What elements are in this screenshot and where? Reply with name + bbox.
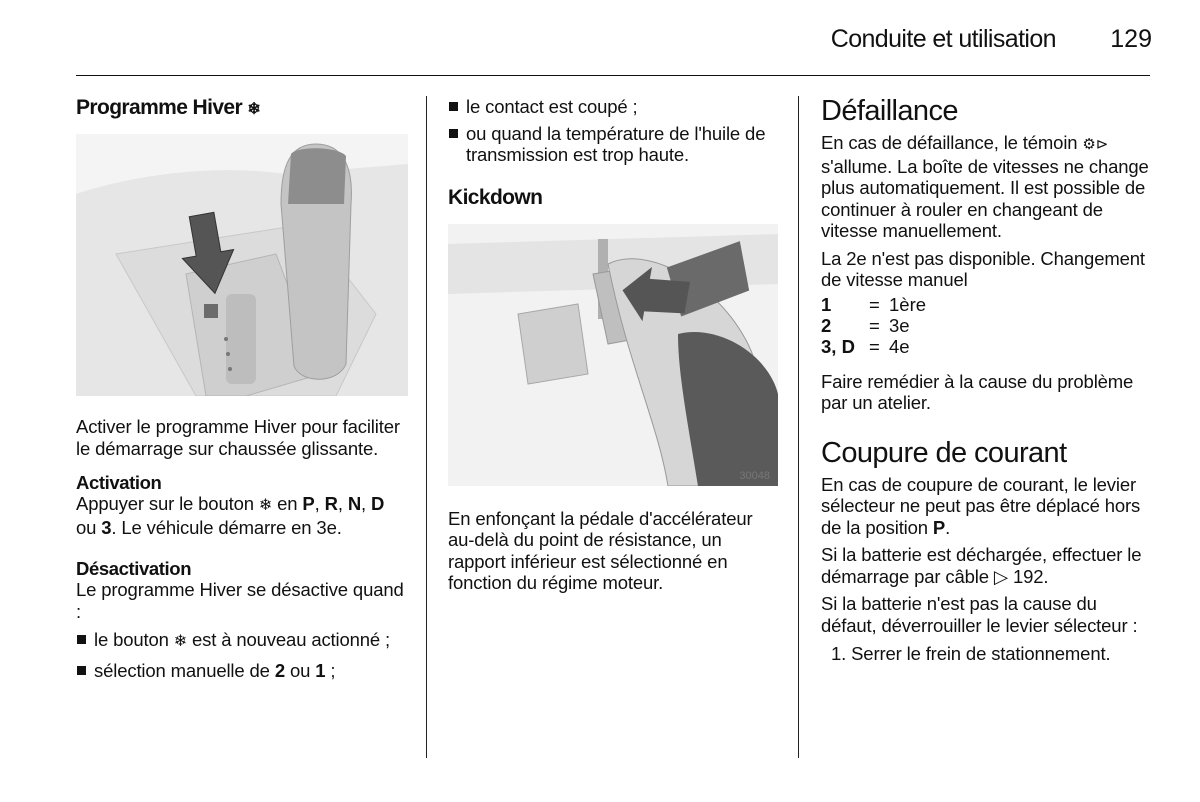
activation-text-part2: en (277, 493, 298, 514)
or-word: ou (76, 516, 97, 538)
gear-3: 3 (101, 516, 112, 538)
bullet1-part1: le bouton (94, 629, 169, 650)
figure-number: 30048 (739, 469, 770, 482)
list-item: ou quand la température de l'huile de transmission est trop haute. (448, 123, 780, 166)
deactivation-text: Le programme Hiver se désactive quand : (76, 579, 404, 622)
comma: , (361, 493, 367, 514)
gear-shifter-illustration (76, 134, 408, 396)
page-number: 129 (1110, 25, 1152, 53)
running-header-title: Conduite et utilisation (830, 25, 1056, 53)
gear-table (821, 294, 926, 357)
section-heading-power-cut: Coupure de courant (821, 436, 1067, 469)
gear-value: 1ère (889, 293, 927, 315)
gear-d: D (371, 493, 385, 514)
battery-text-part1: Si la batterie est déchargée, effectuer le démarrage par câble (821, 544, 1142, 587)
comma: , (314, 493, 320, 514)
gear-key: 2 (821, 314, 832, 336)
section-heading-failure: Défaillance (821, 95, 958, 127)
activation-text (76, 493, 408, 538)
snowflake-icon: ❄ (173, 633, 188, 650)
comma: , (337, 493, 343, 514)
section-heading-winter (76, 96, 408, 120)
deactivation-title: Désactivation (76, 558, 192, 579)
gear-2: 2 (274, 659, 285, 681)
power-cut-text-part1: En cas de coupure de courant, le levier sélecteur ne peut pas être déplacé hors de la position (821, 473, 1141, 538)
gear-shifter-drawing (76, 134, 408, 396)
kickdown-pedal-illustration (448, 224, 778, 486)
gear-eq: = (869, 314, 880, 336)
gearbox-warning-icon: ⚙⊳ (1082, 136, 1109, 153)
column-divider-2 (798, 96, 799, 758)
list-item (76, 660, 408, 682)
gear-value: 3e (889, 314, 910, 336)
bullet2-part1: sélection manuelle de (94, 659, 270, 681)
list-item: 1. Serrer le frein de stationnement. (831, 643, 1111, 664)
repair-text: Faire remédier à la cause du problème par un atelier. (821, 370, 1134, 413)
bullet1-part2: est à nouveau actionné ; (192, 629, 391, 650)
period: . (945, 516, 951, 538)
gear-n: N (347, 493, 362, 514)
section-heading-kickdown: Kickdown (448, 185, 543, 209)
snowflake-icon: ❄ (247, 101, 261, 118)
header-rule (76, 75, 1150, 76)
gear-key: 3, D (821, 335, 855, 357)
failure-text (821, 132, 1151, 242)
manual-shift-text: La 2e n'est pas disponible. Changement de vitesse manuel (821, 247, 1145, 290)
table-row (821, 315, 926, 336)
activation-text-part1: Appuyer sur le bouton (76, 493, 254, 514)
gear-eq: = (869, 335, 880, 357)
winter-intro-text: Activer le programme Hiver pour faciliter le démarrage sur chaussée glissante. (76, 416, 400, 459)
page-reference: 192. (1012, 565, 1049, 587)
activation-title: Activation (76, 472, 162, 493)
battery-text (821, 544, 1151, 587)
page-reference-arrow-icon: ▷ (993, 565, 1008, 587)
kickdown-text: En enfonçant la pédale d'accélérateur au-delà du point de résistance, un rapport inférieur est sélectionné en fonction du régime moteur. (448, 507, 753, 593)
column-3 (821, 94, 1151, 665)
failure-text-part2: s'allume. La boîte de vitesses ne change plus automatiquement. Il est possible de continuer à rouler en changeant de vitesse manuellement. (821, 155, 1149, 241)
column-2 (448, 96, 780, 594)
kickdown-pedal-drawing (448, 224, 778, 486)
gear-p: P (302, 493, 315, 514)
table-row (821, 336, 926, 357)
unlock-text: Si la batterie n'est pas la cause du défaut, déverrouiller le levier sélecteur : (821, 593, 1138, 636)
power-cut-text (821, 474, 1151, 539)
failure-text-part1: En cas de défaillance, le témoin (821, 132, 1078, 153)
activation-text-part3: . Le véhicule démarre en 3e. (111, 516, 342, 538)
gear-r: R (324, 493, 338, 514)
or-word: ou (289, 659, 311, 681)
table-row (821, 294, 926, 315)
column-1 (76, 96, 408, 681)
list-item: le contact est coupé ; (448, 96, 780, 118)
gear-value: 4e (889, 335, 910, 357)
gear-key: 1 (821, 293, 832, 315)
list-item (76, 629, 408, 653)
semicolon: ; (330, 659, 336, 681)
snowflake-icon: ❄ (258, 497, 273, 514)
column-divider-1 (426, 96, 427, 758)
gear-p: P (932, 516, 946, 538)
gear-1: 1 (315, 659, 326, 681)
winter-heading-text: Programme Hiver (76, 96, 243, 119)
gear-eq: = (869, 293, 880, 315)
